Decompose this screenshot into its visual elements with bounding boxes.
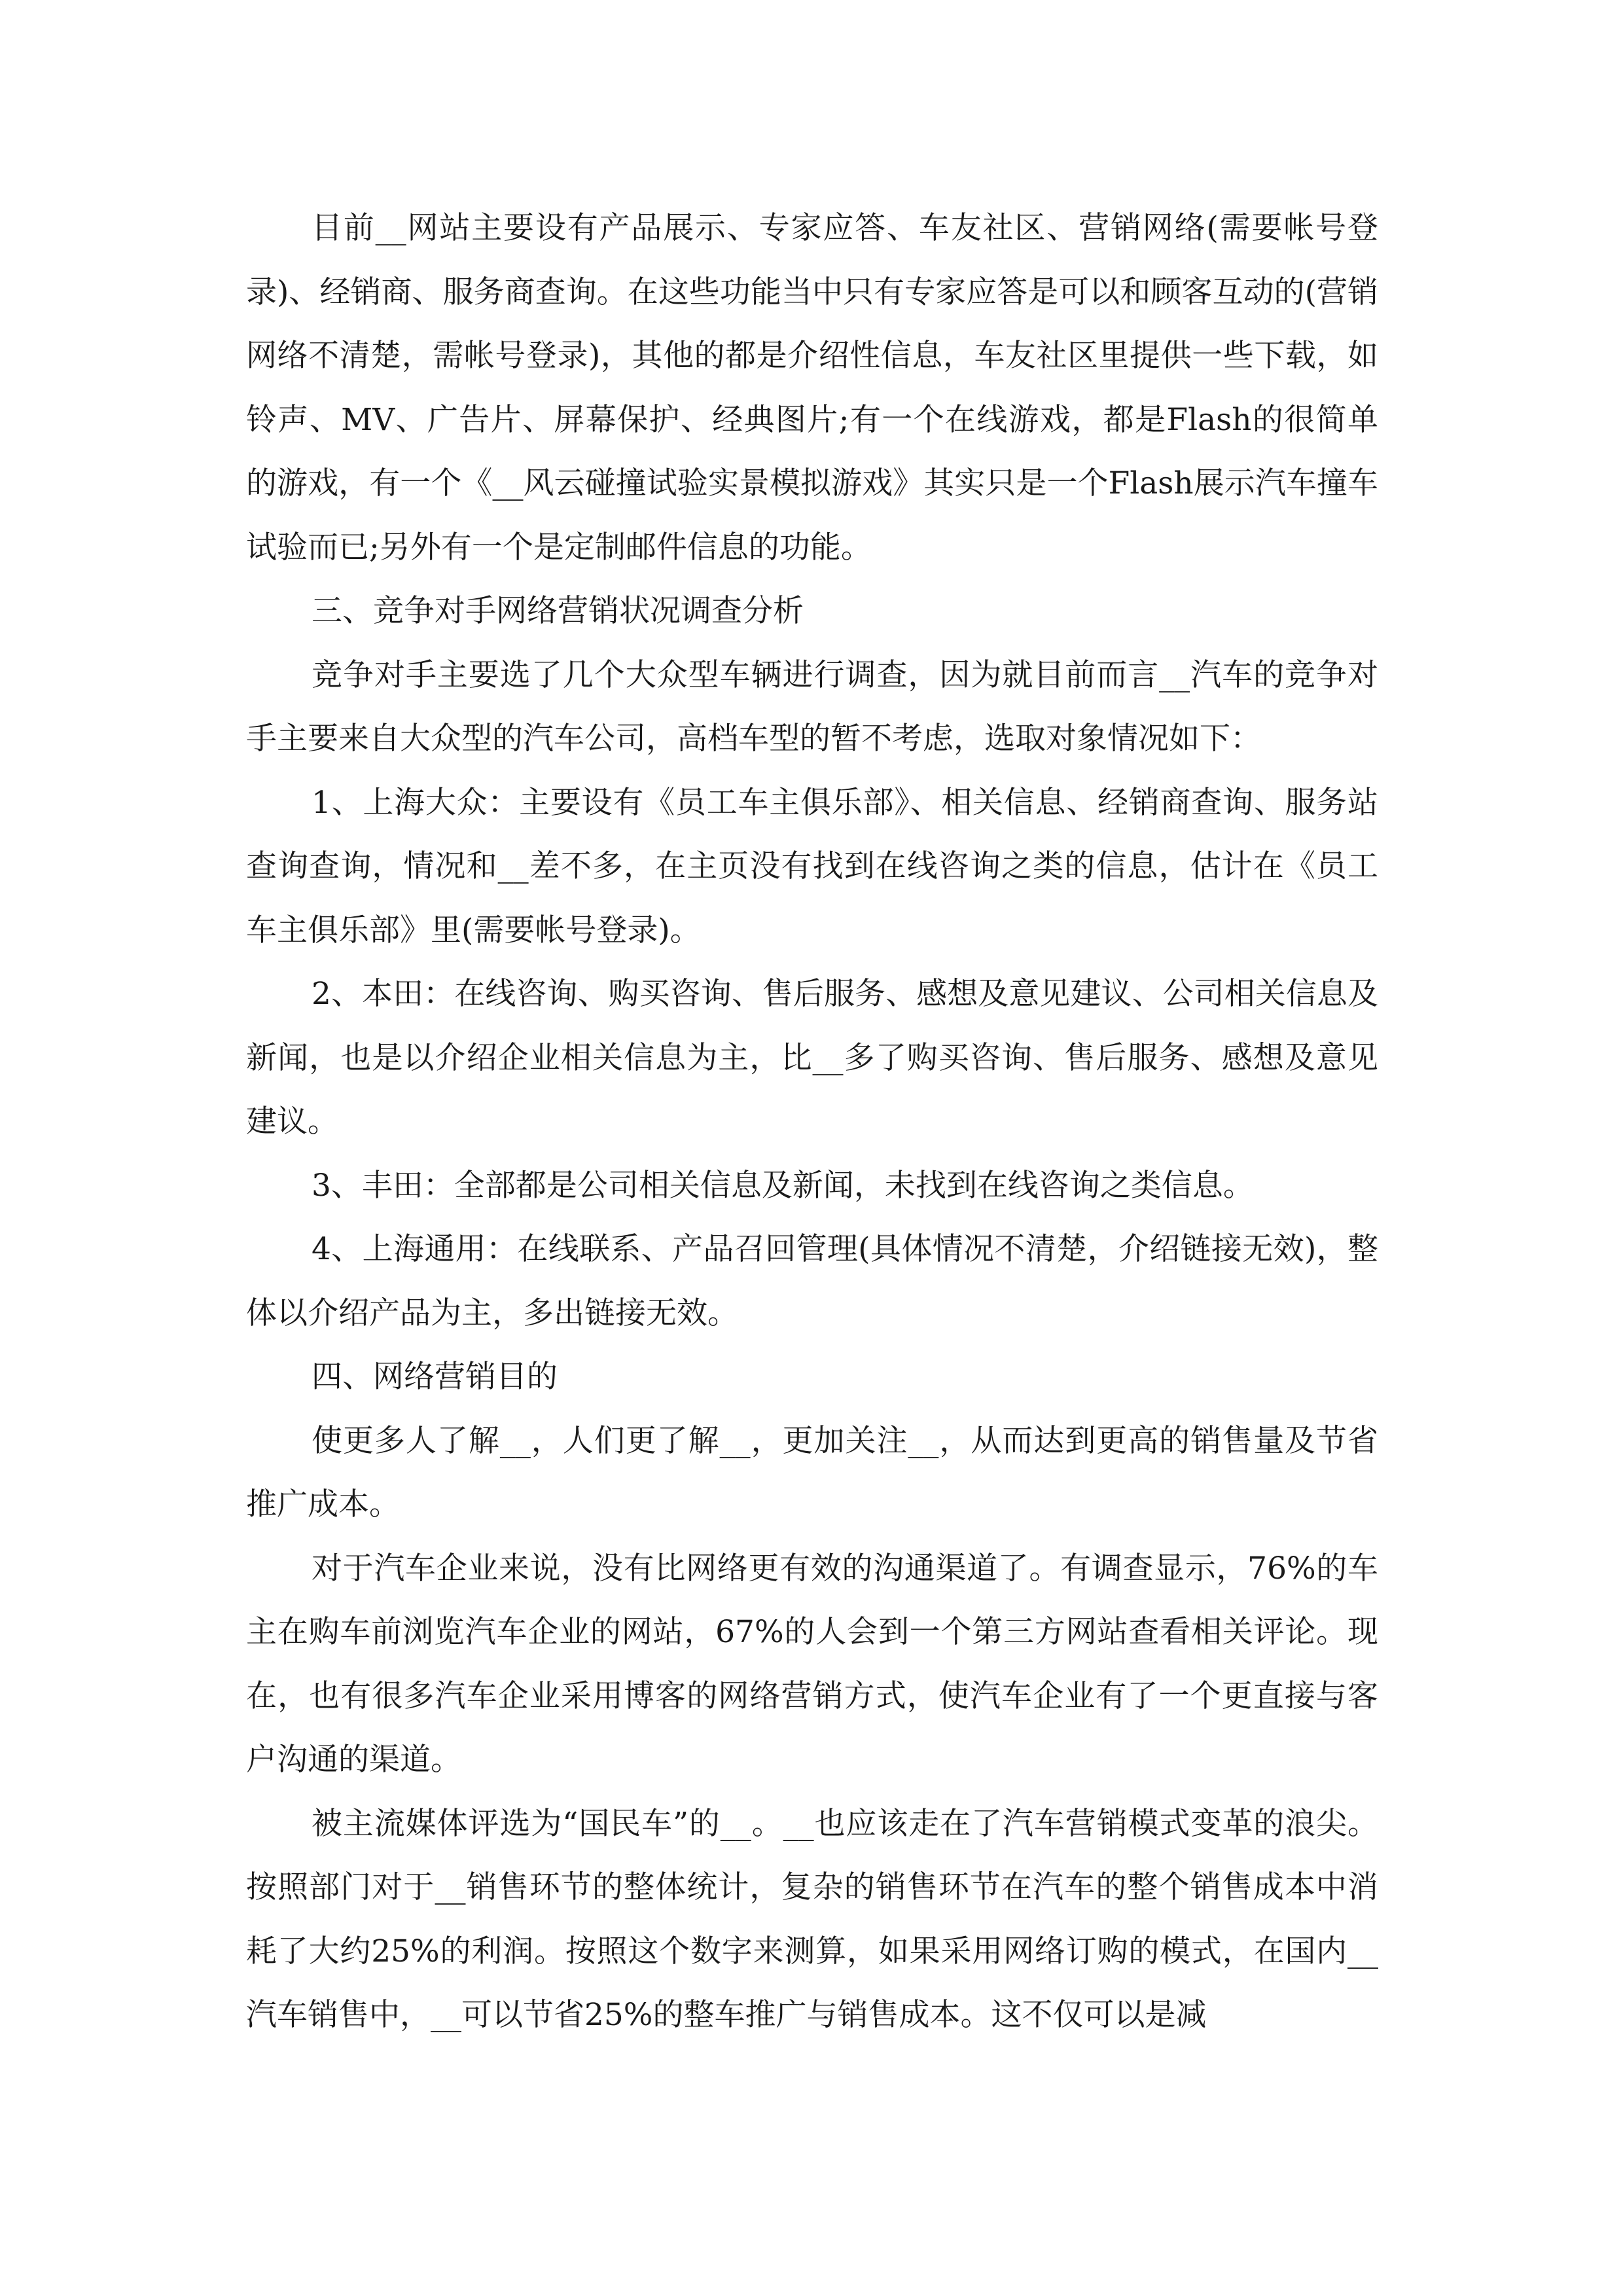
list-item-shanghai-volkswagen: 1、上海大众：主要设有《员工车主俱乐部》、相关信息、经销商查询、服务站查询查询，情况和__差不多，在主页没有找到在线咨询之类的信息，估计在《员工车主俱乐部》里(需要帐号登录)。 [246, 784, 1378, 948]
heading-marketing-goal: 四、网络营销目的 [312, 1359, 558, 1395]
paragraph-national-car: 被主流媒体评选为“国民车”的__。__也应该走在了汽车营销模式变革的浪尖。按照部门对于__销售环节的整体统计，复杂的销售环节在汽车的整个销售成本中消耗了大约25%的利润。按照这个数字来测算，如果采用网络订购的模式，在国内__汽车销售中，__可以节省25%的整车推广与销售成本。这不仅可以是减 [246, 1805, 1378, 2033]
paragraph-marketing-goal: 使更多人了解__，人们更了解__，更加关注__，从而达到更高的销售量及节省推广成本。 [246, 1422, 1378, 1522]
heading-competitor-analysis: 三、竞争对手网络营销状况调查分析 [312, 593, 804, 629]
document-body [246, 196, 1378, 2047]
list-item-toyota: 3、丰田：全部都是公司相关信息及新闻，未找到在线咨询之类信息。 [312, 1167, 1254, 1204]
paragraph-website-functions: 目前__网站主要设有产品展示、专家应答、车友社区、营销网络(需要帐号登录)、经销商、服务商查询。在这些功能当中只有专家应答是可以和顾客互动的(营销网络不清楚，需帐号登录)，其他的都是介绍性信息，车友社区里提供一些下载，如铃声、MV、广告片、屏幕保护、经典图片;有一个在线游戏，都是Flash的很简单的游戏，有一个《__风云碰撞试验实景模拟游戏》其实只是一个Flash展示汽车撞车试验而已;另外有一个是定制邮件信息的功能。 [246, 210, 1378, 565]
list-item-honda: 2、本田：在线咨询、购买咨询、售后服务、感想及意见建议、公司相关信息及新闻，也是以介绍企业相关信息为主，比__多了购买咨询、售后服务、感想及意见建议。 [246, 976, 1378, 1139]
paragraph-survey-stats: 对于汽车企业来说，没有比网络更有效的沟通渠道了。有调查显示，76%的车主在购车前浏览汽车企业的网站，67%的人会到一个第三方网站查看相关评论。现在，也有很多汽车企业采用博客的网络营销方式，使汽车企业有了一个更直接与客户沟通的渠道。 [246, 1550, 1378, 1778]
paragraph-competitor-intro: 竞争对手主要选了几个大众型车辆进行调查，因为就目前而言__汽车的竞争对手主要来自大众型的汽车公司，高档车型的暂不考虑，选取对象情况如下： [246, 656, 1378, 757]
list-item-shanghai-gm: 4、上海通用：在线联系、产品召回管理(具体情况不清楚，介绍链接无效)，整体以介绍产品为主，多出链接无效。 [246, 1231, 1378, 1331]
